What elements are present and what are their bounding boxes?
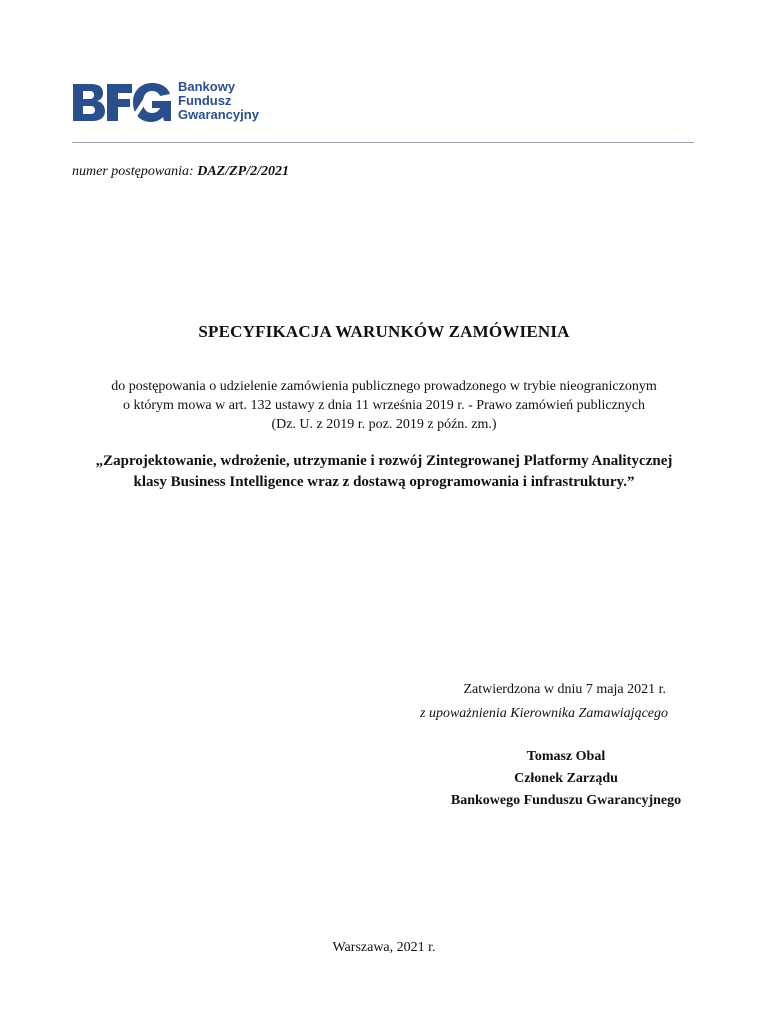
intro-line: do postępowania o udzielenie zamówienia publicznego prowadzonego w trybie nieograniczonym (111, 379, 657, 394)
proceeding-label: numer postępowania: (72, 164, 198, 179)
logo-name-line: Bankowy (178, 79, 236, 94)
approval-date: Zatwierdzona w dniu 7 maja 2021 r. (463, 682, 666, 697)
logo-name-line: Gwarancyjny (178, 107, 259, 122)
proceeding-number (72, 164, 289, 180)
signatory-organization: Bankowego Funduszu Gwarancyjnego (450, 793, 682, 808)
intro-paragraph (0, 377, 768, 434)
subject-line: „Zaprojektowanie, wdrożenie, utrzymanie i rozwój Zintegrowanej Platformy Analitycznej (95, 453, 673, 469)
logo-name-line: Fundusz (178, 93, 232, 108)
approval-authority: z upoważnienia Kierownika Zamawiającego (420, 706, 668, 721)
signatory-position: Członek Zarządu (514, 771, 618, 786)
bfg-logo-name (178, 80, 259, 122)
bfg-logo-mark (72, 80, 172, 124)
proceeding-code: DAZ/ZP/2/2021 (197, 164, 289, 179)
signatory-block (420, 746, 712, 812)
intro-line: (Dz. U. z 2019 r. poz. 2019 z późn. zm.) (271, 417, 497, 432)
procurement-subject (0, 451, 768, 493)
document-title: SPECYFIKACJA WARUNKÓW ZAMÓWIENIA (198, 322, 570, 341)
header-divider (72, 142, 694, 143)
signatory-name: Tomasz Obal (526, 749, 606, 764)
intro-line: o którym mowa w art. 132 ustawy z dnia 11 września 2019 r. - Prawo zamówień publicznych (122, 398, 646, 413)
bfg-logo (72, 80, 272, 124)
place-and-date: Warszawa, 2021 r. (332, 940, 436, 955)
subject-line: klasy Business Intelligence wraz z dostawą oprogramowania i infrastruktury.” (133, 474, 635, 490)
